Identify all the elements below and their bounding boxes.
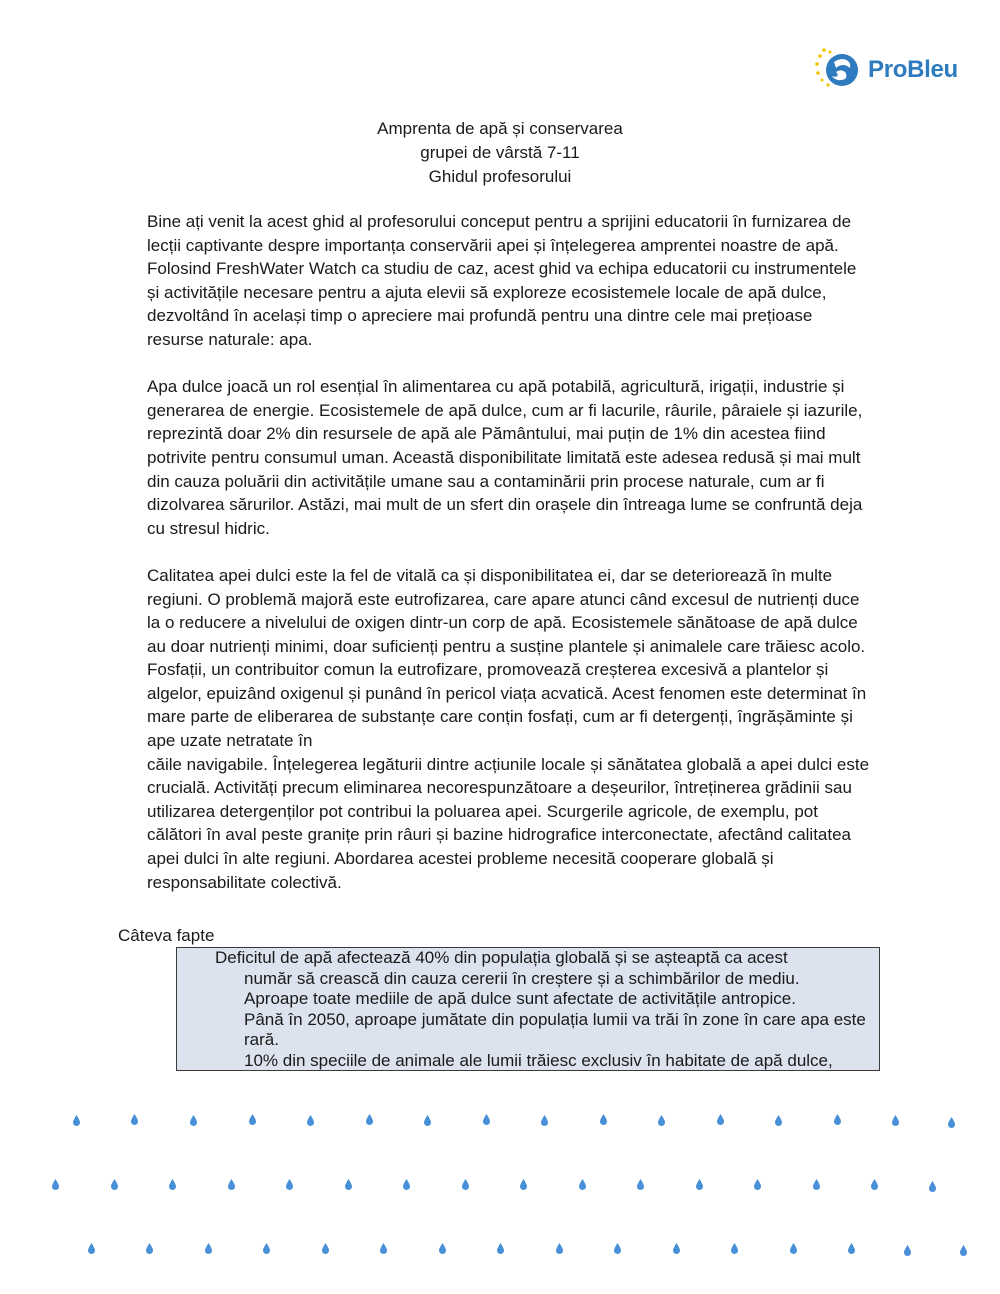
fact-1-line-1: Deficitul de apă afectează 40% din populația globală și se așteaptă ca acest bbox=[215, 948, 788, 967]
probleu-globe-icon bbox=[812, 46, 864, 96]
document-title bbox=[0, 117, 1000, 189]
water-drop-icon bbox=[790, 1243, 797, 1254]
water-drop-icon bbox=[73, 1115, 80, 1126]
fact-item bbox=[177, 948, 879, 989]
water-drop-icon bbox=[960, 1245, 967, 1256]
water-drop-icon bbox=[871, 1179, 878, 1190]
facts-heading: Câteva fapte bbox=[118, 926, 215, 945]
water-drop-icon bbox=[462, 1179, 469, 1190]
title-line-3: Ghidul profesorului bbox=[428, 167, 572, 186]
water-drop-icon bbox=[52, 1179, 59, 1190]
paragraph-quality: Calitatea apei dulci este la fel de vitală ca și disponibilitatea ei, dar se deteriorează în multe regiuni. O problemă majoră este eutrofizarea, care apare atunci când excesul de nutrienți duce la o reducere a nivelului de oxigen dintr-un corp de apă. Ecosistemele sănătoase de apă dulce au doar nutrienți minimi, doar suficienți pentru a susține plantele și animalele care trăiesc acolo. Fosfații, un contribuitor comun la eutrofizare, promovează creșterea excesivă a plantelor și algelor, epuizând oxigenul și punând în pericol viața acvatică. Acest fenomen este determinat în mare parte de eliberarea de substanțe care conțin fosfați, cum ar fi detergenți, îngrășăminte și ape uzate netratate în bbox=[147, 565, 867, 751]
water-drop-icon bbox=[731, 1243, 738, 1254]
water-drop-icon bbox=[813, 1179, 820, 1190]
water-drop-icon bbox=[904, 1245, 911, 1256]
water-drop-icon bbox=[249, 1114, 256, 1125]
water-drop-icon bbox=[658, 1115, 665, 1126]
water-drop-icon bbox=[600, 1114, 607, 1125]
water-drop-icon bbox=[929, 1181, 936, 1192]
water-drop-icon bbox=[520, 1179, 527, 1190]
water-drop-icon bbox=[892, 1115, 899, 1126]
water-drops-decoration bbox=[0, 1095, 1000, 1275]
water-drop-icon bbox=[556, 1243, 563, 1254]
water-drop-icon bbox=[483, 1114, 490, 1125]
water-drop-icon bbox=[403, 1179, 410, 1190]
body-text bbox=[147, 210, 872, 918]
water-drop-icon bbox=[614, 1243, 621, 1254]
water-drop-icon bbox=[541, 1115, 548, 1126]
title-line-1: Amprenta de apă și conservarea bbox=[377, 119, 623, 138]
water-drop-icon bbox=[754, 1179, 761, 1190]
water-drop-icon bbox=[497, 1243, 504, 1254]
water-drop-icon bbox=[263, 1243, 270, 1254]
water-drop-icon bbox=[205, 1243, 212, 1254]
water-drop-icon bbox=[88, 1243, 95, 1254]
title-line-2: grupei de vârstă 7-11 bbox=[420, 143, 580, 162]
facts-box bbox=[176, 947, 880, 1071]
water-drop-icon bbox=[322, 1243, 329, 1254]
probleu-logo bbox=[812, 46, 972, 96]
water-drop-icon bbox=[775, 1115, 782, 1126]
paragraph-intro: Bine ați venit la acest ghid al profesorului conceput pentru a sprijini educatorii în furnizarea de lecții captivante despre importanța conservării apei și înțelegerea amprentei noastre de apă. Folosind FreshWater Watch ca studiu de caz, acest ghid va echipa educatorii cu instrumentele și activitățile necesare pentru a ajuta elevii să exploreze ecosistemele locale de apă dulce, dezvoltând în același timp o apreciere mai profundă pentru una dintre cele mai prețioase resurse naturale: apa. bbox=[147, 212, 857, 349]
water-drop-icon bbox=[380, 1243, 387, 1254]
water-drop-icon bbox=[834, 1114, 841, 1125]
water-drop-icon bbox=[169, 1179, 176, 1190]
water-drop-icon bbox=[696, 1179, 703, 1190]
water-drop-icon bbox=[948, 1117, 955, 1128]
fact-item: Aproape toate mediile de apă dulce sunt afectate de activitățile antropice. bbox=[244, 989, 796, 1008]
water-drop-icon bbox=[131, 1114, 138, 1125]
water-drop-icon bbox=[146, 1243, 153, 1254]
water-drop-icon bbox=[848, 1243, 855, 1254]
water-drop-icon bbox=[228, 1179, 235, 1190]
water-drop-icon bbox=[307, 1115, 314, 1126]
water-drop-icon bbox=[424, 1115, 431, 1126]
water-drop-icon bbox=[439, 1243, 446, 1254]
water-drop-icon bbox=[717, 1114, 724, 1125]
paragraph-freshwater: Apa dulce joacă un rol esențial în alimentarea cu apă potabilă, agricultură, irigații, industrie și generarea de energie. Ecosistemele de apă dulce, cum ar fi lacurile, râurile, pâraiele și iazurile, reprezintă doar 2% din resursele de apă ale Pământului, mai puțin de 1% din acestea fiind potrivite pentru consumul uman. Această disponibilitate limitată este adesea redusă și mai mult din cauza poluării din activitățile umane sau a contaminării prin procese naturale, cum ar fi dizolvarea sărurilor. Astăzi, mai mult de un sfert din orașele din întreaga lume se confruntă deja cu stresul hidric. bbox=[147, 377, 863, 538]
water-drop-icon bbox=[673, 1243, 680, 1254]
fact-1-line-2: număr să crească din cauza cererii în creștere și a schimbărilor de mediu. bbox=[244, 968, 800, 988]
fact-item: Până în 2050, aproape jumătate din populația lumii va trăi în zone în care apa este rară. bbox=[244, 1009, 866, 1049]
water-drop-icon bbox=[637, 1179, 644, 1190]
water-drop-icon bbox=[286, 1179, 293, 1190]
paragraph-quality-continued: căile navigabile. Înțelegerea legăturii dintre acțiunile locale și sănătatea globală a apei dulci este crucială. Activități precum eliminarea necorespunzătoare a deșeurilor, întreținerea grădinii sau utilizarea detergenților pot contribui la poluarea apei. Scurgerile agricole, de exemplu, pot călători în aval peste granițe prin râuri și bazine hidrografice interconectate, afectând calitatea apei dulci în alte regiuni. Abordarea acestei probleme necesită cooperare globală și responsabilitate colectivă. bbox=[147, 754, 870, 892]
water-drop-icon bbox=[579, 1179, 586, 1190]
logo-text: ProBleu bbox=[868, 56, 958, 83]
water-drop-icon bbox=[366, 1114, 373, 1125]
water-drop-icon bbox=[190, 1115, 197, 1126]
water-drop-icon bbox=[345, 1179, 352, 1190]
water-drop-icon bbox=[111, 1179, 118, 1190]
fact-item: 10% din speciile de animale ale lumii trăiesc exclusiv în habitate de apă dulce, bbox=[244, 1050, 833, 1070]
